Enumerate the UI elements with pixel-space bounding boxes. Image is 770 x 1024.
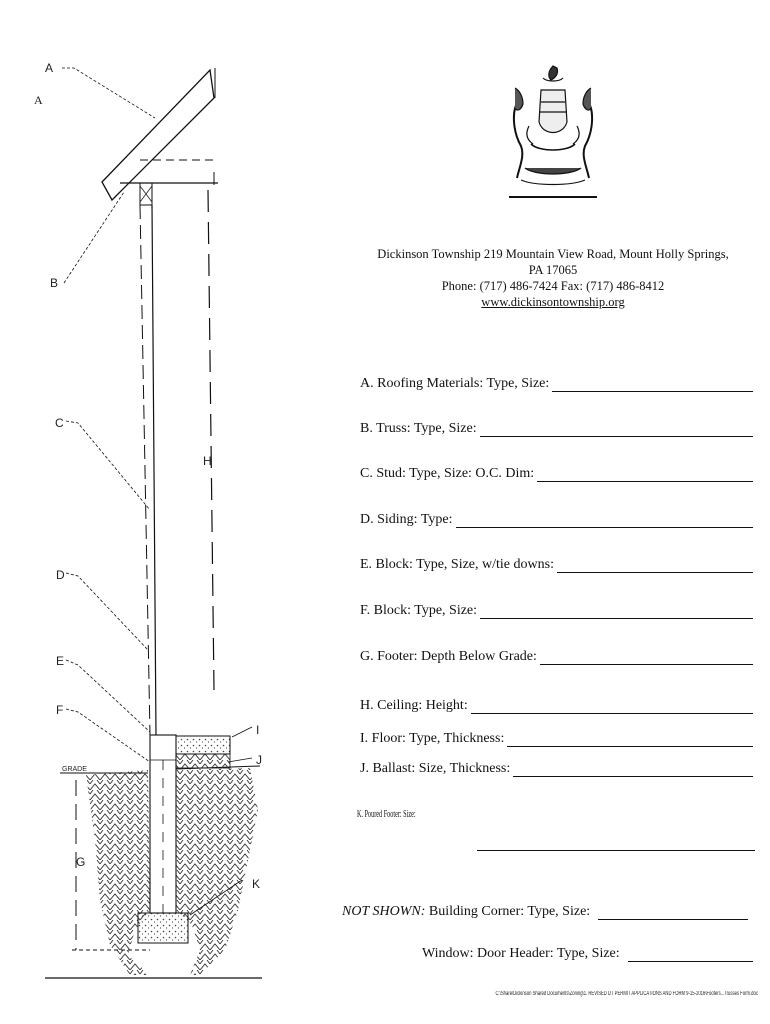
label-e: E bbox=[56, 654, 65, 668]
label-g: G bbox=[76, 855, 86, 869]
field-siding bbox=[360, 512, 753, 528]
field-roofing-materials bbox=[360, 376, 753, 392]
field-block bbox=[360, 603, 753, 619]
field-label: B. Truss: Type, Size: bbox=[360, 421, 477, 436]
field-window-door-header bbox=[422, 946, 753, 962]
field-label: Window: Door Header: Type, Size: bbox=[422, 946, 620, 961]
field-truss bbox=[360, 421, 753, 437]
coat-of-arms-seal bbox=[505, 60, 601, 200]
field-label: I. Floor: Type, Thickness: bbox=[360, 731, 505, 746]
fill-in-line[interactable] bbox=[598, 907, 748, 920]
field-ballast bbox=[360, 761, 753, 777]
wall-section-diagram bbox=[0, 0, 330, 1024]
ceiling-height-line bbox=[208, 190, 214, 690]
field-label: D. Siding: Type: bbox=[360, 512, 453, 527]
field-label: Building Corner: Type, Size: bbox=[425, 904, 594, 919]
field-floor bbox=[360, 731, 753, 747]
fill-in-line[interactable] bbox=[456, 515, 754, 528]
not-shown-prefix: NOT SHOWN: bbox=[342, 904, 426, 919]
label-grade: GRADE bbox=[62, 766, 87, 773]
label-j: J bbox=[256, 753, 262, 767]
fill-in-line[interactable] bbox=[513, 764, 753, 777]
label-k: K bbox=[252, 877, 261, 891]
label-d: D bbox=[56, 568, 65, 582]
poured-footer bbox=[138, 913, 188, 943]
field-ceiling-height bbox=[360, 698, 753, 714]
label-c: C bbox=[55, 416, 64, 430]
field-label: G. Footer: Depth Below Grade: bbox=[360, 649, 537, 664]
label-f: F bbox=[56, 703, 64, 717]
phone-fax-line: Phone: (717) 486-7424 Fax: (717) 486-8412 bbox=[441, 279, 665, 293]
website-link[interactable]: www.dickinsontownship.org bbox=[481, 295, 625, 309]
fill-in-line[interactable] bbox=[537, 469, 753, 482]
field-label: F. Block: Type, Size: bbox=[360, 603, 478, 618]
field-footer-depth bbox=[360, 649, 753, 665]
label-b: B bbox=[50, 276, 59, 290]
field-label-poured-footer: K. Poured Footer: Size: bbox=[357, 809, 416, 820]
label-a-top: A bbox=[45, 61, 54, 75]
address-line: Dickinson Township 219 Mountain View Road, Mount Holly Springs, PA 17065 bbox=[377, 247, 729, 277]
wall-stud bbox=[140, 205, 156, 735]
fill-in-line[interactable] bbox=[471, 701, 753, 714]
fill-in-line[interactable] bbox=[628, 949, 753, 962]
ballast-layer bbox=[176, 754, 230, 768]
field-block-tie-downs bbox=[360, 557, 753, 573]
fill-in-line[interactable] bbox=[480, 606, 753, 619]
document-file-path: C:\Share\Dickinson Shared Documents\Zoning\1. REVISED DT PERMIT APPLICATIONS AND FORM 9-15-2016\Footers...Trusses Form.doc bbox=[495, 991, 758, 997]
field-label: E. Block: Type, Size, w/tie downs: bbox=[360, 557, 554, 572]
fill-in-line[interactable] bbox=[507, 734, 753, 747]
fill-in-line[interactable] bbox=[557, 560, 753, 573]
field-stud bbox=[360, 466, 753, 482]
foundation-block-wall bbox=[150, 735, 176, 913]
field-label: H. Ceiling: Height: bbox=[360, 698, 468, 713]
label-i: I bbox=[256, 723, 260, 737]
field-label: C. Stud: Type, Size: O.C. Dim: bbox=[360, 466, 535, 481]
fill-in-line[interactable] bbox=[480, 424, 753, 437]
township-header bbox=[370, 246, 736, 310]
fill-in-line-poured-footer[interactable] bbox=[477, 850, 755, 851]
label-a-side: A bbox=[34, 93, 43, 107]
roof-rafter bbox=[102, 68, 215, 200]
field-label: A. Roofing Materials: Type, Size: bbox=[360, 376, 550, 391]
field-label: J. Ballast: Size, Thickness: bbox=[360, 761, 511, 776]
field-building-corner bbox=[342, 904, 748, 920]
label-h: H bbox=[203, 454, 212, 468]
fill-in-line[interactable] bbox=[540, 652, 753, 665]
fill-in-line[interactable] bbox=[552, 379, 753, 392]
